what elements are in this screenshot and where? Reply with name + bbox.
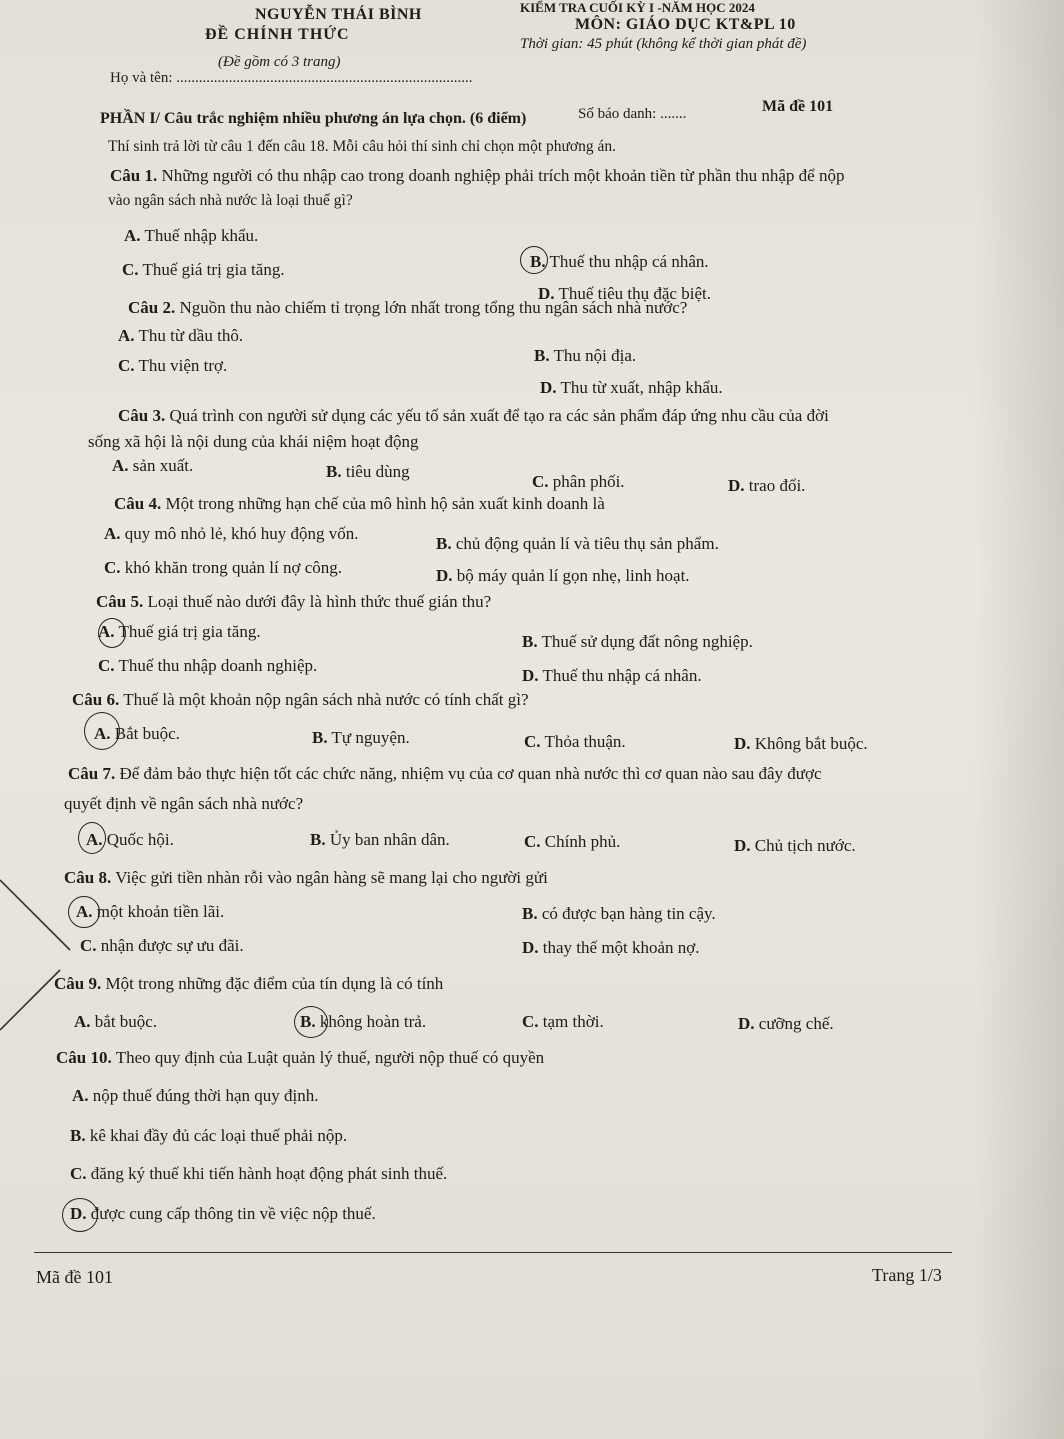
question-6: Câu 6. Thuế là một khoản nộp ngân sách nhà nước có tính chất gì?: [72, 690, 529, 709]
q7-option-c: C. Chính phủ.: [524, 832, 621, 851]
q3-option-a: A. sản xuất.: [112, 456, 194, 475]
candidate-number-field: Số báo danh: .......: [578, 106, 687, 122]
q8-option-b: B. có được bạn hàng tin cậy.: [522, 904, 716, 923]
q3-option-b: B. tiêu dùng: [326, 462, 410, 481]
q4-option-c: C. khó khăn trong quản lí nợ công.: [104, 558, 342, 577]
q3-option-c: C. phân phối.: [532, 472, 625, 491]
pen-strokes: [0, 860, 120, 1060]
q9-option-a: A. bắt buộc.: [74, 1012, 158, 1031]
school-name: NGUYỄN THÁI BÌNH: [255, 6, 422, 23]
answer-circle-mark: [62, 1198, 98, 1232]
question-1: [110, 166, 844, 186]
section-title: PHẦN I/ Câu trắc nghiệm nhiều phương án lựa chọn. (6 điểm): [100, 110, 527, 127]
q2-option-d: D. Thu từ xuất, nhập khẩu.: [540, 378, 723, 397]
q6-option-a: A. Bắt buộc.: [94, 724, 180, 743]
q2-option-c: C. Thu viện trợ.: [118, 356, 228, 375]
answer-circle-mark: [84, 712, 120, 750]
question-7: Câu 7. Để đảm bảo thực hiện tốt các chức năng, nhiệm vụ của cơ quan nhà nước thì cơ quan nào sau đây được: [68, 764, 822, 783]
question-number: Câu 1.: [110, 166, 158, 185]
answer-circle-mark: [520, 246, 548, 274]
question-4: Câu 4. Một trong những hạn chế của mô hình hộ sản xuất kinh doanh là: [114, 494, 605, 513]
q10-option-b: B. kê khai đầy đủ các loại thuế phải nộp.: [70, 1126, 348, 1145]
answer-circle-mark: [78, 822, 106, 854]
question-3: Câu 3. Quá trình con người sử dụng các yếu tố sản xuất để tạo ra các sản phẩm đáp ứng nhu cầu của đời: [118, 406, 829, 425]
q2-option-a: A. Thu từ dầu thô.: [118, 326, 244, 345]
q7-option-a: A. Quốc hội.: [86, 830, 174, 849]
q1-option-c: C. Thuế giá trị gia tăng.: [122, 260, 285, 279]
q4-option-b: B. chủ động quản lí và tiêu thụ sản phẩm.: [436, 534, 719, 553]
q9-option-c: C. tạm thời.: [522, 1012, 604, 1031]
page-count-note: (Đề gồm có 3 trang): [218, 54, 341, 70]
q2-option-b: B. Thu nội địa.: [534, 346, 637, 365]
q5-option-b: B. Thuế sử dụng đất nông nghiệp.: [522, 632, 753, 651]
q5-option-d: D. Thuế thu nhập cá nhân.: [522, 666, 702, 685]
q3-option-d: D. trao đổi.: [728, 476, 806, 495]
q8-option-d: D. thay thế một khoản nợ.: [522, 938, 700, 957]
q9-option-d: D. cưỡng chế.: [738, 1014, 834, 1033]
q10-option-a: A. nộp thuế đúng thời hạn quy định.: [72, 1086, 319, 1105]
q10-option-c: C. đăng ký thuế khi tiến hành hoạt động phát sinh thuế.: [70, 1164, 448, 1183]
question-1-cont: vào ngân sách nhà nước là loại thuế gì?: [108, 192, 353, 209]
q1-option-a: A. Thuế nhập khẩu.: [124, 226, 259, 245]
q4-option-a: A. quy mô nhỏ lẻ, khó huy động vốn.: [104, 524, 359, 543]
footer-rule: [34, 1252, 952, 1253]
question-2: Câu 2. Nguồn thu nào chiếm tỉ trọng lớn nhất trong tổng thu ngân sách nhà nước?: [128, 298, 688, 317]
q4-option-d: D. bộ máy quản lí gọn nhẹ, linh hoạt.: [436, 566, 690, 585]
time-label: Thời gian: 45 phút (không kể thời gian phát đề): [520, 36, 807, 52]
question-10: Câu 10. Theo quy định của Luật quản lý thuế, người nộp thuế có quyền: [56, 1048, 545, 1067]
footer-exam-code: Mã đề 101: [36, 1267, 113, 1287]
q5-option-c: C. Thuế thu nhập doanh nghiệp.: [98, 656, 318, 675]
q10-option-d: D. được cung cấp thông tin về việc nộp thuế.: [70, 1204, 376, 1223]
q8-option-a: A. một khoản tiền lãi.: [76, 902, 225, 921]
answer-circle-mark: [294, 1006, 328, 1038]
q7-option-b: B. Ủy ban nhân dân.: [310, 830, 450, 849]
exam-title: KIỂM TRA CUỐI KỲ I -NĂM HỌC 2024: [520, 0, 755, 15]
subject-label: MÔN: GIÁO DỤC KT&PL 10: [575, 16, 796, 33]
question-5: Câu 5. Loại thuế nào dưới đây là hình thức thuế gián thu?: [96, 592, 492, 611]
page-shadow: [974, 0, 1064, 1439]
student-name-field: Họ và tên: ...............................................................................: [110, 70, 473, 86]
question-3-cont: sống xã hội là nội dung của khái niệm hoạt động: [88, 432, 419, 451]
q7-option-d: D. Chủ tịch nước.: [734, 836, 856, 855]
section-intro: Thí sinh trả lời từ câu 1 đến câu 18. Mỗi câu hỏi thí sinh chỉ chọn một phương án.: [108, 138, 617, 155]
q1-option-b: B. Thuế thu nhập cá nhân.: [530, 252, 709, 271]
question-8: Câu 8. Việc gửi tiền nhàn rỗi vào ngân hàng sẽ mang lại cho người gửi: [64, 868, 548, 887]
q9-option-b: B. không hoàn trả.: [300, 1012, 427, 1031]
question-9: Câu 9. Một trong những đặc điểm của tín dụng là có tính: [54, 974, 444, 993]
footer-page-number: Trang 1/3: [872, 1265, 942, 1285]
official-label: ĐỀ CHÍNH THỨC: [205, 26, 350, 43]
q6-option-d: D. Không bắt buộc.: [734, 734, 868, 753]
exam-code: Mã đề 101: [762, 98, 834, 115]
q6-option-b: B. Tự nguyện.: [312, 728, 410, 747]
q1-option-d: D. Thuế tiêu thụ đặc biệt.: [538, 284, 711, 303]
q6-option-c: C. Thỏa thuận.: [524, 732, 626, 751]
answer-circle-mark: [98, 618, 126, 648]
q8-option-c: C. nhận được sự ưu đãi.: [80, 936, 244, 955]
question-7-cont: quyết định về ngân sách nhà nước?: [64, 794, 304, 813]
q5-option-a: A. Thuế giá trị gia tăng.: [98, 622, 261, 641]
question-text: Những người có thu nhập cao trong doanh nghiệp phải trích một khoản tiền từ phần thu nhập để nộp: [161, 166, 845, 185]
